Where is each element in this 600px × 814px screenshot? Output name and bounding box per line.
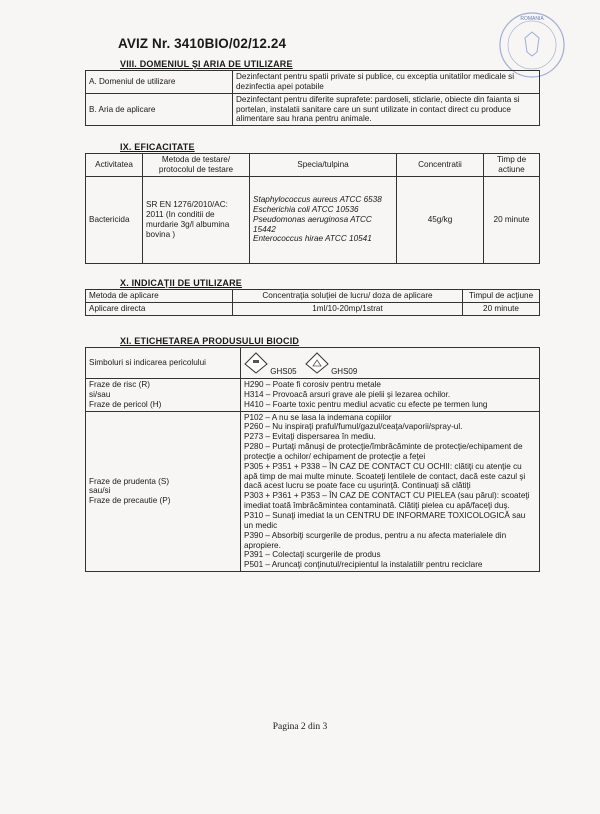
risk-label-line: Fraze de pericol (H) bbox=[89, 399, 162, 409]
species-item: Escherichia coli ATCC 10536 bbox=[253, 204, 359, 214]
svg-text:ROMANIA: ROMANIA bbox=[520, 16, 544, 22]
table-row bbox=[86, 379, 540, 412]
domain-value: Dezinfectant pentru spatii private si publice, cu exceptia unitatilor medicale si dezinfectia apei potabile bbox=[233, 71, 540, 94]
prudence-label-line: sau/si bbox=[89, 486, 111, 496]
domain-table bbox=[85, 70, 540, 126]
method-cell: Aplicare directa bbox=[86, 302, 233, 315]
concentration-cell: 45g/kg bbox=[397, 176, 484, 263]
col-method: Metoda de testare/ protocolul de testare bbox=[143, 154, 250, 177]
corrosion-icon bbox=[244, 352, 268, 374]
prudence-label bbox=[86, 411, 241, 572]
table-row bbox=[86, 411, 540, 572]
section-9-heading: IX. EFICACITATE bbox=[120, 142, 195, 152]
precaution-phrase: P501 – Aruncaţi conţinutul/recipientul la instalatiilr pentru reciclare bbox=[244, 560, 483, 570]
prudence-label-line: Fraze de prudenta (S) bbox=[89, 476, 170, 486]
symbols-label: Simboluri si indicarea pericolului bbox=[86, 348, 241, 379]
hazard-phrase: H290 – Poate fi corosiv pentru metale bbox=[244, 380, 381, 389]
col-activity: Activitatea bbox=[86, 154, 143, 177]
ghs09-label: GHS09 bbox=[331, 367, 358, 377]
risk-label-line: si/sau bbox=[89, 389, 111, 399]
species-item: Pseudomonas aeruginosa ATCC 15442 bbox=[253, 214, 372, 234]
environment-icon bbox=[305, 352, 329, 374]
species-cell bbox=[250, 176, 397, 263]
usage-table bbox=[85, 289, 540, 316]
activity-cell: Bactericida bbox=[86, 176, 143, 263]
hazard-phrase: H314 – Provoacă arsuri grave ale pielii şi lezarea ochilor. bbox=[244, 389, 451, 399]
action-time-cell: 20 minute bbox=[463, 302, 540, 315]
table-header-row bbox=[86, 290, 540, 303]
species-item: Staphylococcus aureus ATCC 6538 bbox=[253, 195, 382, 205]
precaution-phrase: P273 – Evitaţi dispersarea în mediu. bbox=[244, 432, 376, 442]
table-header-row bbox=[86, 154, 540, 177]
col-time: Timp de actiune bbox=[484, 154, 540, 177]
risk-label-line: Fraze de risc (R) bbox=[89, 380, 150, 389]
col-method: Metoda de aplicare bbox=[86, 290, 233, 303]
page-number: Pagina 2 din 3 bbox=[272, 722, 328, 732]
ghs05-label: GHS05 bbox=[270, 367, 297, 377]
precaution-phrase: P260 – Nu inspiraţi praful/fumul/gazul/ceaţa/vaporii/spray-ul. bbox=[244, 422, 463, 432]
col-species: Specia/tulpina bbox=[250, 154, 397, 177]
area-value: Dezinfectant pentru diferite suprafete: pardoseli, sticlarie, obiecte din faianta si portelan, instalatii sanitare care un sunt utilizate in contact direct cu produce alimentare sau hrana pentru animale. bbox=[233, 93, 540, 126]
ghs09-pictogram bbox=[305, 352, 358, 377]
labeling-table bbox=[85, 347, 540, 572]
risk-phrases bbox=[241, 379, 540, 412]
efficacy-table bbox=[85, 153, 540, 264]
section-11-heading: XI. ETICHETAREA PRODUSULUI BIOCID bbox=[120, 336, 300, 346]
precaution-phrase: P303 + P361 + P353 – ÎN CAZ DE CONTACT CU PIELEA (sau părul): scoateţi imediat toată îmbrăcămintea contaminată. Clătiţi pielea cu apă/faceţi duş. bbox=[244, 491, 530, 511]
precaution-phrase: P391 – Colectaţi scurgerile de produs bbox=[244, 550, 381, 560]
table-row bbox=[86, 93, 540, 126]
risk-label bbox=[86, 379, 241, 412]
precaution-phrase: P310 – Sunaţi imediat la un CENTRU DE INFORMARE TOXICOLOGICĂ sau un medic bbox=[244, 510, 526, 530]
table-row bbox=[86, 348, 540, 379]
species-item: Enterococcus hirae ATCC 10541 bbox=[253, 234, 372, 244]
prudence-phrases bbox=[241, 411, 540, 572]
section-10-heading: X. INDICAŢII DE UTILIZARE bbox=[120, 278, 242, 288]
domain-label: A. Domeniul de utilizare bbox=[86, 71, 233, 94]
dose-cell: 1ml/10-20mp/1strat bbox=[233, 302, 463, 315]
section-8-heading: VIII. DOMENIUL ŞI ARIA DE UTILIZARE bbox=[120, 59, 293, 69]
precaution-phrase: P390 – Absorbiţi scurgerile de produs, pentru a nu afecta materialele din apropiere. bbox=[244, 530, 507, 550]
hazard-phrase: H410 – Foarte toxic pentru mediul acvatic cu efecte pe termen lung bbox=[244, 399, 488, 409]
col-concentration: Concentratii bbox=[397, 154, 484, 177]
precaution-phrase: P102 – A nu se lasa la indemana copiilor bbox=[244, 412, 392, 422]
method-cell: SR EN 1276/2010/AC: 2011 (In conditii de murdarie 3g/l albumina bovina ) bbox=[143, 176, 250, 263]
col-dose: Concentraţia soluţiei de lucru/ doza de aplicare bbox=[233, 290, 463, 303]
precaution-phrase: P305 + P351 + P338 – ÎN CAZ DE CONTACT CU OCHII: clătiţi cu atenţie cu apă timp de mai multe minute. Scoateţi lentilele de contact, dacă este cazul şi dacă acest lucru se poate face cu uşurinţă. Continuaţi să clătiţi bbox=[244, 461, 526, 491]
col-action-time: Timpul de acţiune bbox=[463, 290, 540, 303]
area-label: B. Aria de aplicare bbox=[86, 93, 233, 126]
table-row bbox=[86, 71, 540, 94]
table-row bbox=[86, 176, 540, 263]
precaution-phrase: P280 – Purtaţi mănuşi de protecţie/îmbrăcăminte de protecţie/echipament de protecţie a ochilor/ echipament de protecţie a feţei bbox=[244, 442, 523, 461]
time-cell: 20 minute bbox=[484, 176, 540, 263]
prudence-label-line: Fraze de precautie (P) bbox=[89, 496, 171, 506]
symbols-cell bbox=[241, 348, 540, 379]
page-title: AVIZ Nr. 3410BIO/02/12.24 bbox=[118, 36, 287, 51]
table-row bbox=[86, 302, 540, 315]
ghs05-pictogram bbox=[244, 352, 297, 377]
